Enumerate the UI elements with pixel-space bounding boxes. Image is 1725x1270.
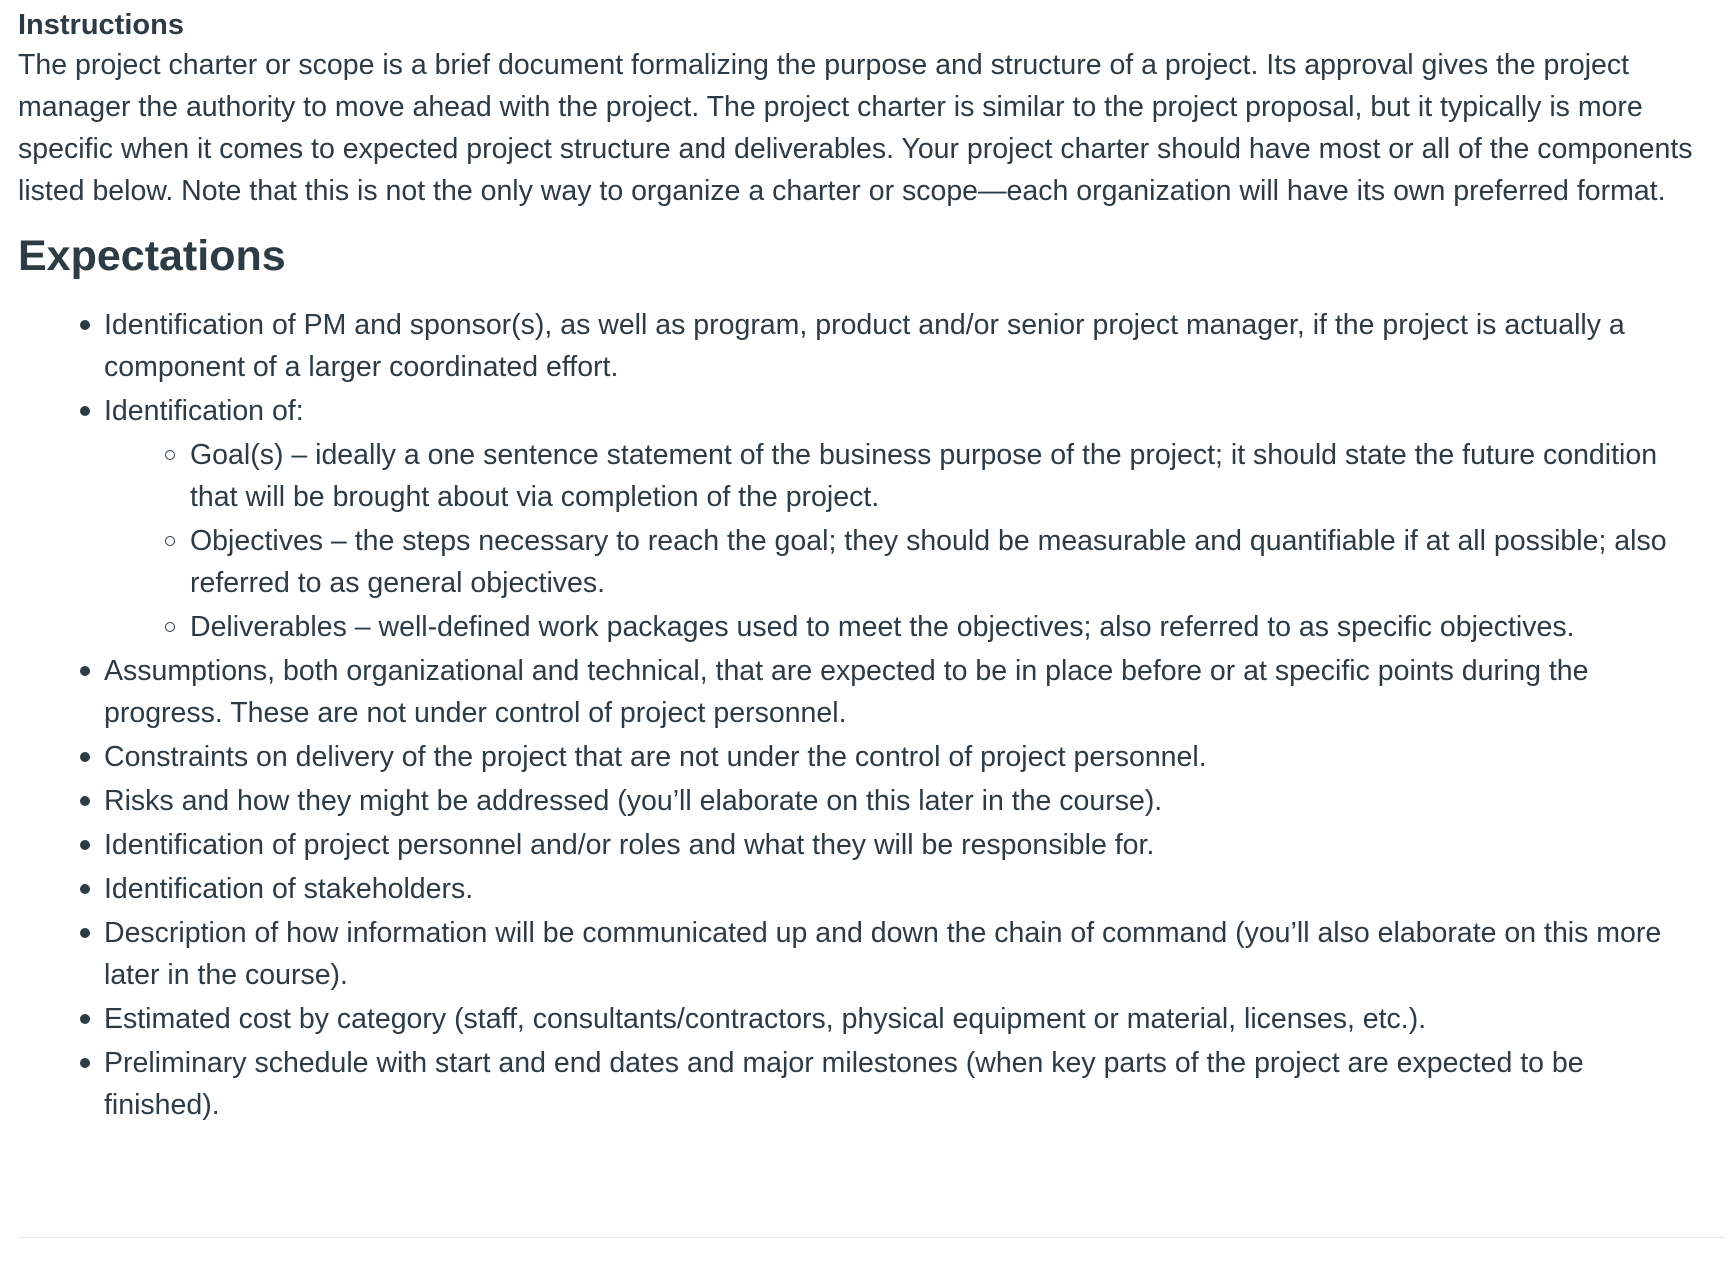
sub-list-item	[190, 434, 1707, 518]
list-item-text: Preliminary schedule with start and end dates and major milestones (when key parts of the project are expected to be finished).	[104, 1047, 1584, 1121]
bullet-icon	[80, 406, 90, 416]
sub-list-item-text: Goal(s) – ideally a one sentence statement of the business purpose of the project; it should state the future condition that will be brought about via completion of the project.	[190, 439, 1658, 513]
list-item	[104, 912, 1707, 996]
list-item	[104, 780, 1707, 822]
expectations-heading: Expectations	[18, 232, 286, 280]
list-item-text: Identification of project personnel and/or roles and what they will be responsible for.	[104, 829, 1155, 861]
bullet-icon	[80, 928, 90, 938]
list-item	[104, 824, 1707, 866]
sub-list-item-text: Deliverables – well-defined work packages used to meet the objectives; also referred to as specific objectives.	[190, 611, 1575, 643]
identification-sub-list	[104, 434, 1707, 648]
list-item	[104, 1042, 1707, 1126]
list-item-text: Estimated cost by category (staff, consultants/contractors, physical equipment or material, licenses, etc.).	[104, 1003, 1427, 1035]
bullet-icon	[80, 796, 90, 806]
list-item	[104, 650, 1707, 734]
list-item-text: Assumptions, both organizational and technical, that are expected to be in place before or at specific points during the progress. These are not under control of project personnel.	[104, 655, 1589, 729]
bullet-icon	[80, 320, 90, 330]
list-item-text: Identification of:	[104, 395, 304, 427]
sub-list-item	[190, 606, 1707, 648]
list-item	[104, 390, 1707, 648]
list-item-text: Description of how information will be communicated up and down the chain of command (you’ll also elaborate on this more later in the course).	[104, 917, 1662, 991]
bullet-icon	[80, 666, 90, 676]
list-item-text: Identification of PM and sponsor(s), as well as program, product and/or senior project manager, if the project is actually a component of a larger coordinated effort.	[104, 309, 1625, 383]
bullet-icon	[80, 752, 90, 762]
sub-list-item-text: Objectives – the steps necessary to reach the goal; they should be measurable and quantifiable if at all possible; also referred to as general objectives.	[190, 525, 1667, 599]
circle-bullet-icon	[165, 536, 175, 546]
list-item-text: Identification of stakeholders.	[104, 873, 474, 905]
instructions-heading: Instructions	[18, 9, 184, 41]
instructions-paragraph: The project charter or scope is a brief document formalizing the purpose and structure of a project. Its approval gives the project manager the authority to move ahead with the project. The project charter is similar to the project proposal, but it typically is more specific when it comes to expected project structure and deliverables. Your project charter should have most or all of the components listed below. Note that this is not the only way to organize a charter or scope—each organization will have its own preferred format.	[18, 49, 1693, 207]
list-item	[104, 304, 1707, 388]
bullet-icon	[80, 840, 90, 850]
list-item	[104, 868, 1707, 910]
bullet-icon	[80, 1014, 90, 1024]
list-item-text: Risks and how they might be addressed (you’ll elaborate on this later in the course).	[104, 785, 1163, 817]
circle-bullet-icon	[165, 450, 175, 460]
divider	[18, 1237, 1725, 1238]
expectations-list	[18, 304, 1707, 1126]
list-item	[104, 998, 1707, 1040]
bullet-icon	[80, 884, 90, 894]
list-item	[104, 736, 1707, 778]
bullet-icon	[80, 1058, 90, 1068]
list-item-text: Constraints on delivery of the project that are not under the control of project personnel.	[104, 741, 1207, 773]
sub-list-item	[190, 520, 1707, 604]
circle-bullet-icon	[165, 622, 175, 632]
